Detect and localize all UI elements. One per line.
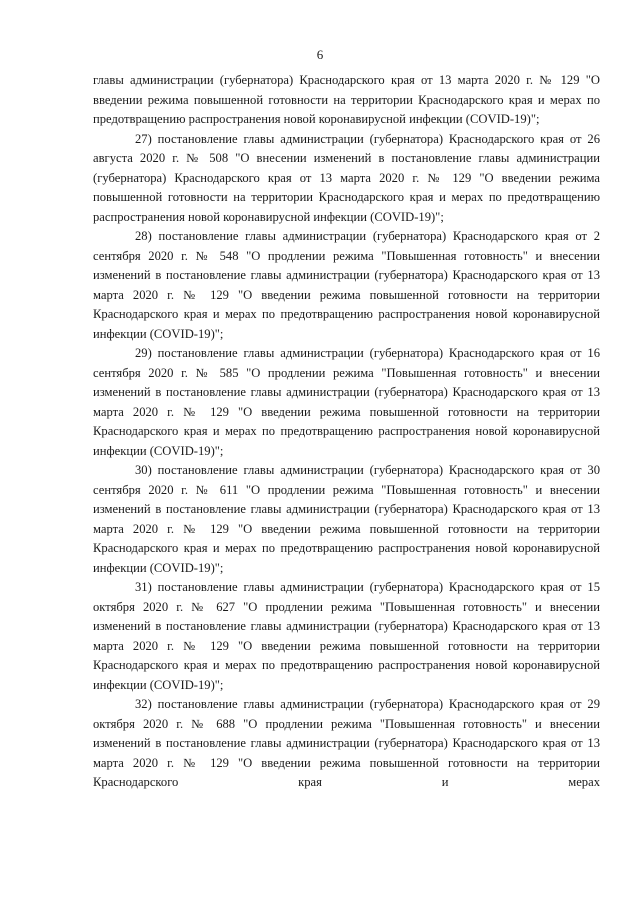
paragraph-item-28: 28) постановление главы администрации (губернатора) Краснодарского края от 2 сентября 2020 г. № 548 "О продлении режима "Повышенная готовность" и внесении изменений в постановление главы администрации (губернатора) Краснодарского края от 13 марта 2020 г. № 129 "О введении режима повышенной готовности на территории Краснодарского края и мерах по предотвращению распространения новой коронавирусной инфекции (COVID-19)"; (93, 229, 600, 341)
paragraph-continuation: главы администрации (губернатора) Краснодарского края от 13 марта 2020 г. № 129 "О введении режима повышенной готовности на территории Краснодарского края и мерах по предотвращению распространения новой коронавирусной инфекции (COVID-19)"; (93, 73, 600, 126)
paragraph-item-29: 29) постановление главы администрации (губернатора) Краснодарского края от 16 сентября 2020 г. № 585 "О продлении режима "Повышенная готовность" и внесении изменений в постановление главы администрации (губернатора) Краснодарского края от 13 марта 2020 г. № 129 "О введении режима повышенной готовности на территории Краснодарского края и мерах по предотвращению распространения новой коронавирусной инфекции (COVID-19)"; (93, 346, 600, 458)
paragraph-item-32: 32) постановление главы администрации (губернатора) Краснодарского края от 29 октября 2020 г. № 688 "О продлении режима "Повышенная готовность" и внесении изменений в постановление главы администрации (губернатора) Краснодарского края от 13 марта 2020 г. № 129 "О введении режима повышенной готовности на территории Краснодарского края и мерах (93, 697, 600, 789)
page-number: 6 (316, 47, 324, 62)
paragraph-item-27: 27) постановление главы администрации (губернатора) Краснодарского края от 26 августа 2020 г. № 508 "О внесении изменений в постановление главы администрации (губернатора) Краснодарского края от 13 марта 2020 г. № 129 "О введении режима повышенной готовности на территории Краснодарского края и мерах по предотвращению распространения новой коронавирусной инфекции (COVID-19)"; (93, 131, 600, 224)
paragraph-item-30: 30) постановление главы администрации (губернатора) Краснодарского края от 30 сентября 2020 г. № 611 "О продлении режима "Повышенная готовность" и внесении изменений в постановление главы администрации (губернатора) Краснодарского края от 13 марта 2020 г. № 129 "О введении режима повышенной готовности на территории Краснодарского края и мерах по предотвращению распространения новой коронавирусной инфекции (COVID-19)"; (93, 463, 600, 575)
paragraph-item-31: 31) постановление главы администрации (губернатора) Краснодарского края от 15 октября 2020 г. № 627 "О продлении режима "Повышенная готовность" и внесении изменений в постановление главы администрации (губернатора) Краснодарского края от 13 марта 2020 г. № 129 "О введении режима повышенной готовности на территории Краснодарского края и мерах по предотвращению распространения новой коронавирусной инфекции (COVID-19)"; (93, 580, 600, 692)
document-body (93, 71, 600, 793)
